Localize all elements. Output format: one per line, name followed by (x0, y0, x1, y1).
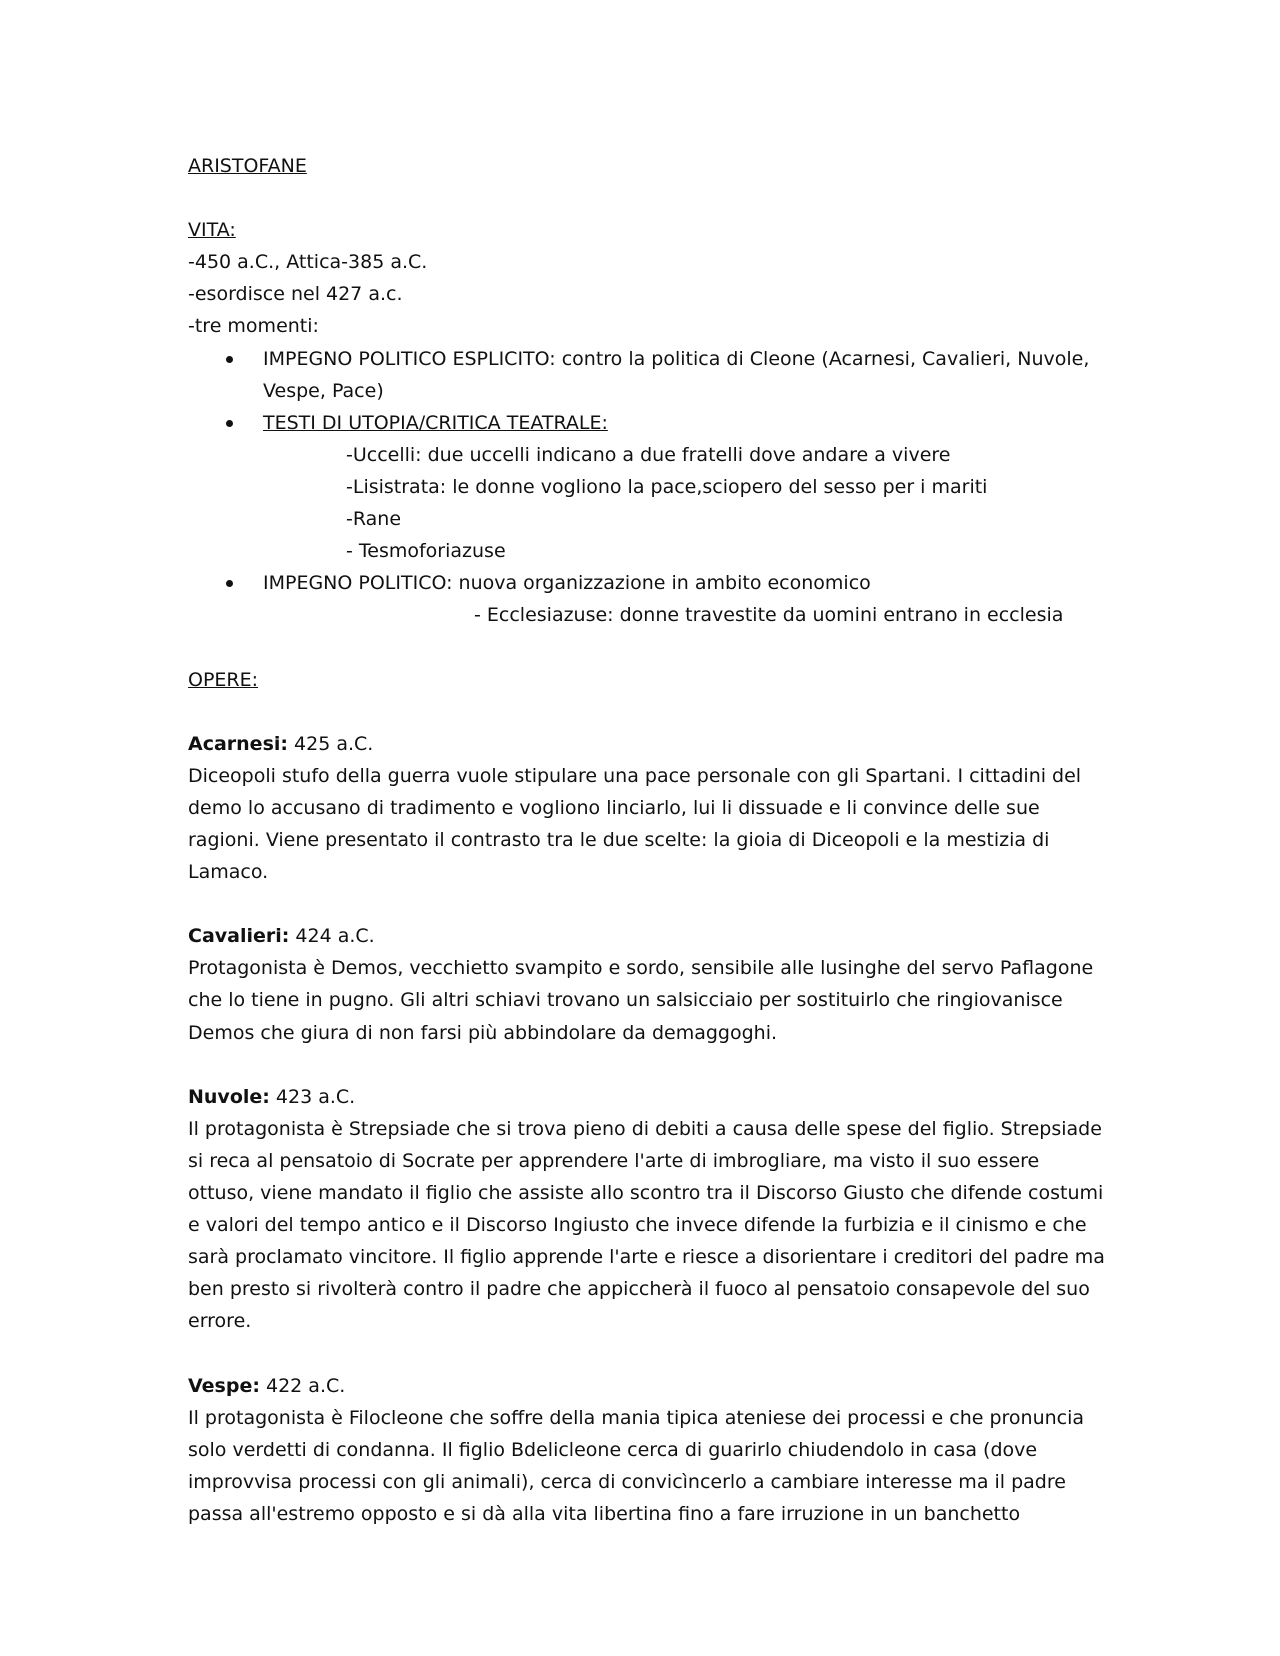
work-heading (188, 1370, 1108, 1402)
work-description: Protagonista è Demos, vecchietto svampito e sordo, sensibile alle lusinghe del servo Paflagone che lo tiene in pugno. Gli altri schiavi trovano un salsicciaio per sostituirlo che ringiovanisce Demos che giura di non farsi più abbindolare da demaggoghi. (188, 957, 1094, 1044)
utopia-sub-item: - Tesmoforiazuse (346, 540, 506, 563)
bullet-text: IMPEGNO POLITICO ESPLICITO: contro la politica di Cleone (Acarnesi, Cavalieri, Nuvole, Vespe, Pace) (263, 347, 1090, 402)
vita-line: -esordisce nel 427 a.c. (188, 283, 403, 306)
work-date: 422 a.C. (259, 1374, 346, 1397)
opere-heading: OPERE: (188, 668, 259, 691)
work-entry-cavalieri (188, 920, 1108, 1048)
work-heading (188, 728, 1108, 760)
work-name: Nuvole: (188, 1085, 270, 1108)
document-title: ARISTOFANE (188, 155, 307, 177)
work-description: Diceopoli stufo della guerra vuole stipulare una pace personale con gli Spartani. I cittadini del demo lo accusano di tradimento e vogliono linciarlo, lui li dissuade e li convince delle sue ragioni. Viene presentato il contrasto tra le due scelte: la gioia di Diceopoli e la mestizia di Lamaco. (188, 764, 1082, 884)
work-name: Acarnesi: (188, 732, 288, 755)
bullet-text: IMPEGNO POLITICO: nuova organizzazione in ambito economico (263, 572, 871, 595)
bullet-item (188, 567, 1108, 599)
utopia-sub-item: -Uccelli: due uccelli indicano a due fratelli dove andare a vivere (346, 443, 951, 466)
politico-sub-item: - Ecclesiazuse: donne travestite da uomini entrano in ecclesia (474, 604, 1064, 627)
spacer (188, 1337, 1108, 1369)
bullet-icon (226, 356, 233, 363)
work-entry-nuvole (188, 1081, 1108, 1338)
bullet-text: TESTI DI UTOPIA/CRITICA TEATRALE: (263, 411, 608, 434)
vita-line: -tre momenti: (188, 315, 319, 338)
bullet-icon (226, 580, 233, 587)
work-date: 424 a.C. (289, 925, 375, 948)
utopia-sub-item: -Lisistrata: le donne vogliono la pace,sciopero del sesso per i mariti (346, 475, 988, 498)
spacer (188, 631, 1108, 663)
work-entry-acarnesi (188, 728, 1108, 888)
utopia-sub-item: -Rane (346, 508, 402, 531)
work-date: 425 a.C. (288, 732, 374, 755)
vita-heading: VITA: (188, 219, 236, 242)
spacer (188, 182, 1108, 214)
spacer (188, 1049, 1108, 1081)
work-description: Il protagonista è Strepsiade che si trova pieno di debiti a causa delle spese del figlio. Strepsiade si reca al pensatoio di Socrate per apprendere l'arte di imbrogliare, ma visto il suo essere ottuso, viene mandato il figlio che assiste allo scontro tra il Discorso Giusto che difende costumi e valori del tempo antico e il Discorso Ingiusto che invece difende la furbizia e il cinismo e che sarà proclamato vincitore. Il figlio apprende l'arte e riesce a disorientare i creditori del padre ma ben presto si rivolterà contro il padre che appiccherà il fuoco al pensatoio consapevole del suo errore. (188, 1117, 1105, 1333)
work-description: Il protagonista è Filocleone che soffre della mania tipica ateniese dei processi e che pronuncia solo verdetti di condanna. Il figlio Bdelicleone cerca di guarirlo chiudendolo in casa (dove improvvisa processi con gli animali), cerca di convicìncerlo a cambiare interesse ma il padre passa all'estremo opposto e si dà alla vita libertina fino a fare irruzione in un banchetto (188, 1406, 1085, 1525)
bullet-item (188, 343, 1108, 407)
work-date: 423 a.C. (269, 1085, 356, 1108)
bullet-item (188, 407, 1108, 439)
spacer (188, 696, 1108, 728)
work-name: Vespe: (188, 1374, 260, 1397)
bullet-icon (226, 420, 233, 427)
work-name: Cavalieri: (188, 925, 290, 948)
vita-line: -450 a.C., Attica-385 a.C. (188, 251, 428, 274)
document-page (188, 150, 1108, 1530)
spacer (188, 888, 1108, 920)
work-heading (188, 1081, 1108, 1113)
work-heading (188, 920, 1108, 952)
work-entry-vespe (188, 1370, 1108, 1530)
